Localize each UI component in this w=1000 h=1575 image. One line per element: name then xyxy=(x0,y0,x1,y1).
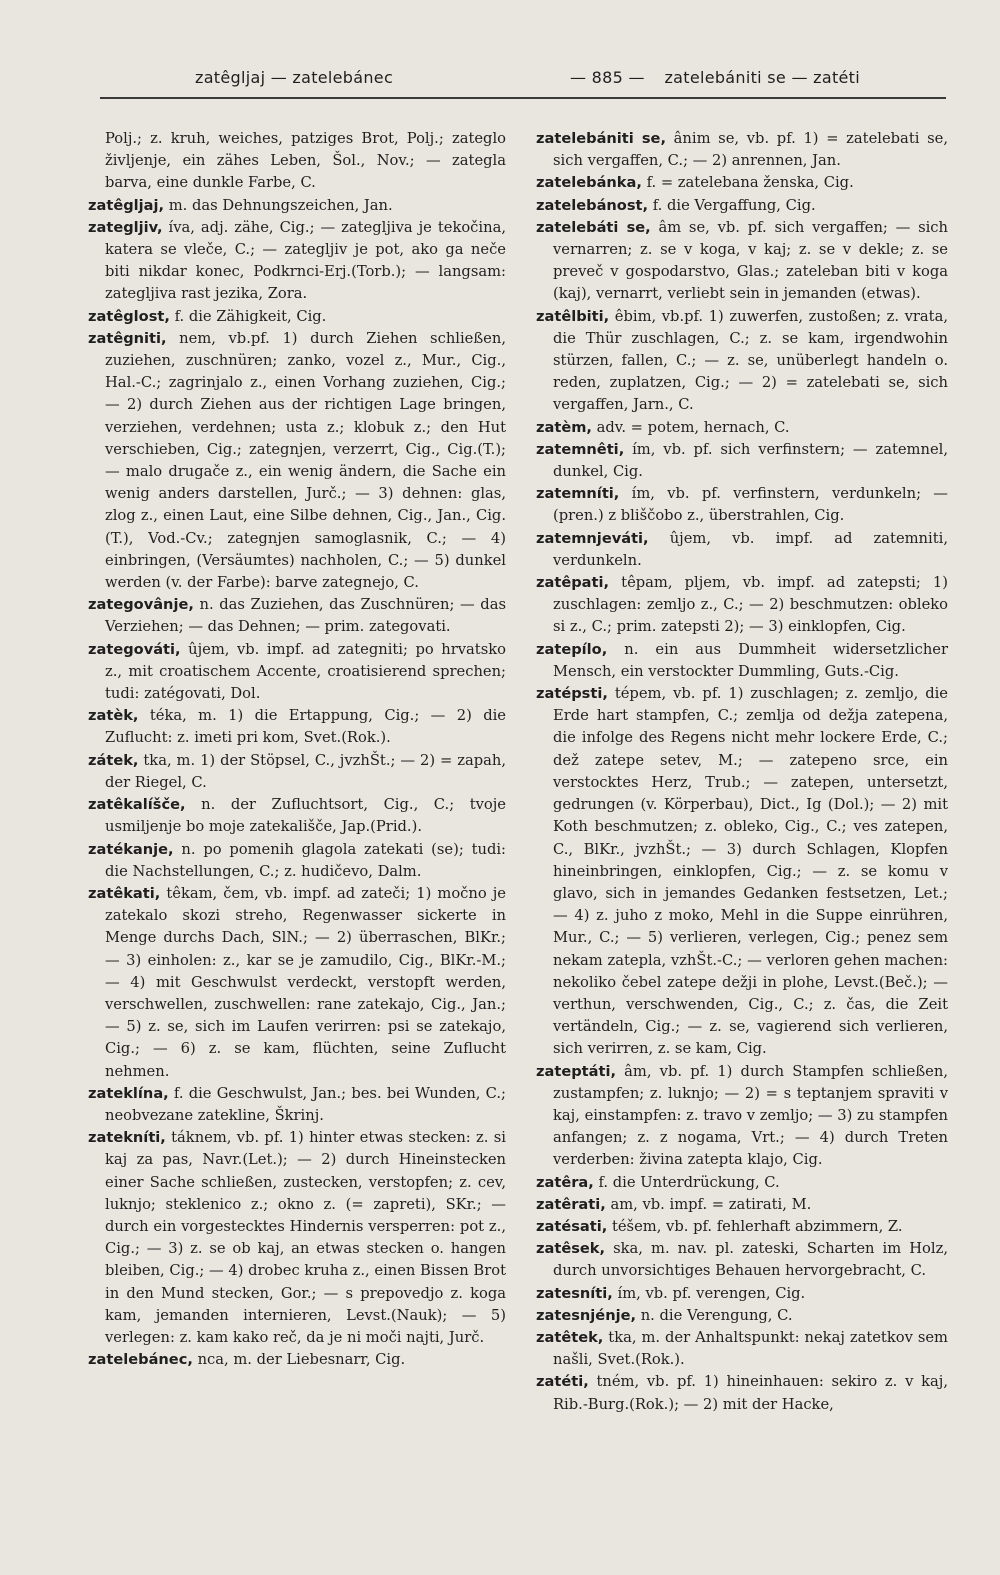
entry-definition: íva, adj. zähe, Cig.; — zategljiva je tekočina, katera se vleče, C.; — zategljiv je pot, ako ga neče biti nikdar konec, Podkrnci-Erj.(Torb.); — langsam: zategljiva rast jezika, Zora. xyxy=(105,218,506,303)
dictionary-entry xyxy=(88,1083,506,1127)
entry-headword: zatesníti, xyxy=(536,1284,613,1302)
dictionary-entry xyxy=(536,639,948,683)
entry-definition: tka, m. der Anhaltspunkt: nekaj zatetkov sem našli, Svet.(Rok.). xyxy=(553,1328,948,1369)
dictionary-entry xyxy=(88,594,506,638)
entry-definition: têkam, čem, vb. impf. ad zateči; 1) močno je zatekalo skozi streho, Regenwasser sickerte in Menge durchs Dach, SlN.; — 2) überraschen, BlKr.; — 3) einholen: z., kar se je zamudilo, Cig., BlKr.-M.; — 4) mit Geschwulst verdeckt, verstopft werden, verschwellen, zuschwellen: rane zatekajo, Cig., Jan.; — 5) z. se, sich im Laufen verirren: psi se zatekajo, Cig.; — 6) z. se kam, flüchten, seine Zuflucht nehmen. xyxy=(105,884,506,1080)
entry-definition: tka, m. 1) der Stöpsel, C., jvzhŠt.; — 2) = zapah, der Riegel, C. xyxy=(105,751,506,791)
entry-headword: zatemnjeváti, xyxy=(536,529,649,547)
entry-definition: téšem, vb. pf. fehlerhaft abzimmern, Z. xyxy=(607,1217,903,1235)
dictionary-entry xyxy=(88,1349,506,1371)
entry-headword: zatemnêti, xyxy=(536,440,625,458)
entry-headword: zatékanje, xyxy=(88,840,174,858)
entry-headword: zatekníti, xyxy=(88,1129,166,1147)
dictionary-entry xyxy=(88,328,506,594)
entry-headword: zatésati, xyxy=(536,1217,608,1235)
entry-headword: zatêpati, xyxy=(536,574,610,592)
entry-definition: f. die Geschwulst, Jan.; bes. bei Wunden, C.; neobvezane zatekline, Škrinj. xyxy=(105,1084,506,1124)
entry-definition: ûjem, vb. impf. ad zatemniti, verdunkeln. xyxy=(553,529,948,569)
entry-definition: n. ein aus Dummheit widersetzlicher Mensch, ein verstockter Dummling, Guts.-Cig. xyxy=(553,640,948,680)
entry-headword: zatelebánost, xyxy=(536,196,649,214)
dictionary-entry xyxy=(88,217,506,306)
dictionary-entry xyxy=(536,1194,948,1216)
entry-definition: nca, m. der Liebesnarr, Cig. xyxy=(192,1351,406,1369)
entry-headword: zategljiv, xyxy=(88,218,163,236)
entry-headword: zatèk, xyxy=(88,707,139,725)
dictionary-entry xyxy=(536,439,948,483)
dictionary-entry xyxy=(88,128,506,195)
dictionary-entry xyxy=(88,306,506,328)
dictionary-entry xyxy=(536,1172,948,1194)
header-left-guide: zatêgljaj — zatelebánec xyxy=(195,68,394,87)
entry-headword: zatèm, xyxy=(536,418,592,436)
entry-headword: zatepílo, xyxy=(536,640,608,658)
entry-headword: zatelebániti se, xyxy=(536,130,666,147)
entry-headword: zateklína, xyxy=(88,1084,169,1102)
entry-definition: f. = zatelebana ženska, Cig. xyxy=(641,174,854,192)
entry-definition: âm se, vb. pf. sich vergaffen; — sich vernarren; z. se v koga, v kaj; z. se v dekle; z. se preveč v gospodarstvo, Glas.; zateleban biti v koga (kaj), vernarrt, verliebt sein in jemanden (etwas). xyxy=(553,218,948,303)
entry-headword: zatêkalíšče, xyxy=(88,796,186,814)
entry-headword: zatêlbiti, xyxy=(536,307,610,325)
entry-headword: zatêra, xyxy=(536,1173,594,1191)
entry-definition: téka, m. 1) die Ertappung, Cig.; — 2) die Zuflucht: z. imeti pri kom, Svet.(Rok.). xyxy=(105,707,506,747)
dictionary-entry xyxy=(536,1061,948,1172)
entry-headword: zateptáti, xyxy=(536,1062,617,1080)
entry-definition: ím, vb. pf. verengen, Cig. xyxy=(612,1284,806,1302)
dictionary-entry xyxy=(88,705,506,749)
entry-headword: zatêtek, xyxy=(536,1328,604,1346)
dictionary-entry xyxy=(88,794,506,838)
entry-headword: zatelebánec, xyxy=(88,1351,193,1369)
dictionary-entry xyxy=(88,195,506,217)
dictionary-entry xyxy=(88,839,506,883)
dictionary-entry xyxy=(536,1216,948,1238)
entry-definition: ím, vb. pf. verfinstern, verdunkeln; — (pren.) z bliščobo z., überstrahlen, Cig. xyxy=(553,485,948,525)
entry-headword: zátek, xyxy=(88,751,139,769)
dictionary-entry xyxy=(536,417,948,439)
dictionary-entry xyxy=(536,683,948,1060)
entry-headword: zatêglost, xyxy=(88,307,170,325)
dictionary-entry xyxy=(536,195,948,217)
entry-definition: âm, vb. pf. 1) durch Stampfen schließen, zustampfen; z. luknjo; — 2) = s teptanjem spraviti v kaj, einstampfen: z. travo v zemljo; — 3) zu stampfen anfangen; z. z nogama, Vrt.; — 4) durch Treten verderben: živina zatepta klajo, Cig. xyxy=(553,1062,948,1169)
header-right-guide: zatelebániti se — zatéti xyxy=(664,68,860,87)
entry-definition: f. die Vergaffung, Cig. xyxy=(648,196,816,214)
dictionary-entry xyxy=(88,750,506,794)
entry-headword: zatelebáti se, xyxy=(536,218,651,236)
dictionary-entry xyxy=(536,483,948,527)
entry-headword: zatêrati, xyxy=(536,1195,606,1213)
header-rule xyxy=(100,97,946,99)
entry-definition: m. das Dehnungszeichen, Jan. xyxy=(164,196,393,214)
entry-headword: zatêgljaj, xyxy=(88,196,165,214)
dictionary-entry xyxy=(536,1283,948,1305)
entry-definition: n. das Zuziehen, das Zuschnüren; — das Verziehen; — das Dehnen; — prim. zategovati. xyxy=(105,596,506,636)
entry-definition: ska, m. nav. pl. zateski, Scharten im Holz, durch unvorsichtiges Behauen hervorgebracht, C. xyxy=(553,1240,948,1280)
entry-headword: zategováti, xyxy=(88,640,181,658)
entry-headword: zatesnjénje, xyxy=(536,1306,637,1324)
entry-definition: n. die Verengung, C. xyxy=(636,1306,793,1324)
entry-headword: zatelebánka, xyxy=(536,174,642,192)
entry-headword: zatêgniti, xyxy=(88,329,167,347)
entry-definition: nem, vb.pf. 1) durch Ziehen schließen, zuziehen, zuschnüren; zanko, vozel z., Mur., Cig., Hal.-C.; zagrinjalo z., einen Vorhang zuziehen, Cig.; — 2) durch Ziehen aus der richtigen Lage bringen, verziehen, verdehnen; usta z.; klobuk z.; den Hut verschieben, Cig.; zategnjen, verzerrt, Cig., Cig.(T.); — malo drugače z., ein wenig ändern, die Sache ein wenig anders darstellen, Jurč.; — 3) dehnen: glas, zlog z., einen Laut, eine Silbe dehnen, Cig., Jan., Cig.(T.), Vod.-Cv.; zategnjen samoglasnik, C.; — 4) einbringen, (Versäumtes) nachholen, C.; — 5) dunkel werden (v. der Farbe): barve zategnejo, C. xyxy=(105,329,506,592)
entry-headword: zategovânje, xyxy=(88,596,194,614)
entry-definition: táknem, vb. pf. 1) hinter etwas stecken: z. si kaj za pas, Navr.(Let.); — 2) durch Hineinstecken einer Sache schließen, zustecken, verstopfen; z. cev, luknjo; steklenico z.; okno z. (= zapreti), SKr.; — durch ein vorgestecktes Hindernis versperren: pot z., Cig.; — 3) z. se ob kaj, an etwas stecken o. hangen bleiben, Cig.; — 4) drobec kruha z., einen Bissen Brot in den Mund stecken, Gor.; — s prepovedjo z. koga kam, jemanden internieren, Levst.(Nauk); — 5) verlegen: z. kam kako reč, da je ni moči najti, Jurč. xyxy=(105,1129,506,1346)
page-number: — 885 — xyxy=(570,68,645,87)
dictionary-entry xyxy=(536,1327,948,1371)
dictionary-entry xyxy=(536,1371,948,1415)
dictionary-entry xyxy=(536,128,948,172)
dictionary-entry xyxy=(536,1238,948,1282)
entry-definition: f. die Unterdrückung, C. xyxy=(593,1173,780,1191)
entry-definition: n. der Zufluchtsort, Cig., C.; tvoje usmiljenje bo moje zatekališče, Jap.(Prid.). xyxy=(105,796,506,836)
entry-definition: têpam, pljem, vb. impf. ad zatepsti; 1) zuschlagen: zemljo z., C.; — 2) beschmutzen: obleko si z., C.; prim. zatepsti 2); — 3) einklopfen, Cig. xyxy=(553,574,948,636)
entry-definition: n. po pomenih glagola zatekati (se); tudi: die Nachstellungen, C.; z. hudičevo, Dalm. xyxy=(105,840,506,880)
entry-headword: zatépsti, xyxy=(536,685,608,703)
entry-definition: ûjem, vb. impf. ad zategniti; po hrvatsko z., mit croatischem Accente, croatisierend sprechen; tudi: zatégovati, Dol. xyxy=(105,640,506,703)
entry-definition: êbim, vb.pf. 1) zuwerfen, zustoßen; z. vrata, die Thür zuschlagen, C.; z. se kam, irgendwohin stürzen, fallen, C.; — z. se, unüberlegt handeln o. reden, zuplatzen, Cig.; — 2) = zatelebati se, sich vergaffen, Jarn., C. xyxy=(553,307,948,414)
entry-definition: ím, vb. pf. sich verfinstern; — zatemnel, dunkel, Cig. xyxy=(553,440,948,481)
dictionary-entry xyxy=(536,306,948,417)
entry-definition: tném, vb. pf. 1) hineinhauen: sekiro z. v kaj, Rib.-Burg.(Rok.); — 2) mit der Hacke, xyxy=(553,1373,948,1413)
entry-definition: tépem, vb. pf. 1) zuschlagen; z. zemljo, die Erde hart stampfen, C.; zemlja od dežja zatepena, die infolge des Regens nicht mehr lockere Erde, C.; dež zatepe setev, M.; — zatepeno srce, ein verstocktes Herz, Trub.; — zatepen, untersetzt, gedrungen (v. Körperbau), Dict., Ig (Dol.); — 2) mit Koth beschmutzen; z. obleko, Cig., C.; ves zatepen, C., BlKr., jvzhŠt.; — 3) durch Schlagen, Klopfen hineinbringen, einklopfen, Cig.; — z. se komu v glavo, sich in jemandes Gedanken festsetzen, Let.; — 4) z. juho z moko, Mehl in die Suppe einrühren, Mur., C.; — 5) verlieren, verlegen, Cig.; penez sem nekam zatepla, vzhŠt.-C.; — verloren gehen machen: nekoliko čebel zatepe dežji in plohe, Levst.(Beč.); — verthun, verschwenden, Cig., C.; z. čas, die Zeit vertändeln, Cig.; — z. se, vagierend sich verlieren, sich verirren, z. se kam, Cig. xyxy=(553,685,948,1058)
dictionary-entry xyxy=(536,217,948,306)
entry-definition: Polj.; z. kruh, weiches, patziges Brot, Polj.; zateglo življenje, ein zähes Leben, Šol., Nov.; — zategla barva, eine dunkle Farbe, C. xyxy=(105,130,506,192)
entry-headword: zatemníti, xyxy=(536,485,620,503)
page-header xyxy=(100,62,946,92)
left-column xyxy=(88,128,506,1371)
dictionary-entry xyxy=(536,572,948,639)
entry-headword: zatêkati, xyxy=(88,884,161,902)
entry-headword: zatêsek, xyxy=(536,1240,606,1258)
dictionary-entry xyxy=(536,172,948,194)
entry-definition: am, vb. impf. = zatirati, M. xyxy=(605,1195,812,1213)
entry-definition: adv. = potem, hernach, C. xyxy=(591,418,790,436)
entry-headword: zatéti, xyxy=(536,1373,589,1391)
dictionary-entry xyxy=(536,528,948,572)
dictionary-entry xyxy=(536,1305,948,1327)
entry-definition: ânim se, vb. pf. 1) = zatelebati se, sich vergaffen, C.; — 2) anrennen, Jan. xyxy=(553,130,948,170)
dictionary-entry xyxy=(88,1127,506,1349)
entry-definition: f. die Zähigkeit, Cig. xyxy=(169,307,327,325)
dictionary-entry xyxy=(88,639,506,706)
right-column xyxy=(536,128,948,1416)
dictionary-entry xyxy=(88,883,506,1083)
